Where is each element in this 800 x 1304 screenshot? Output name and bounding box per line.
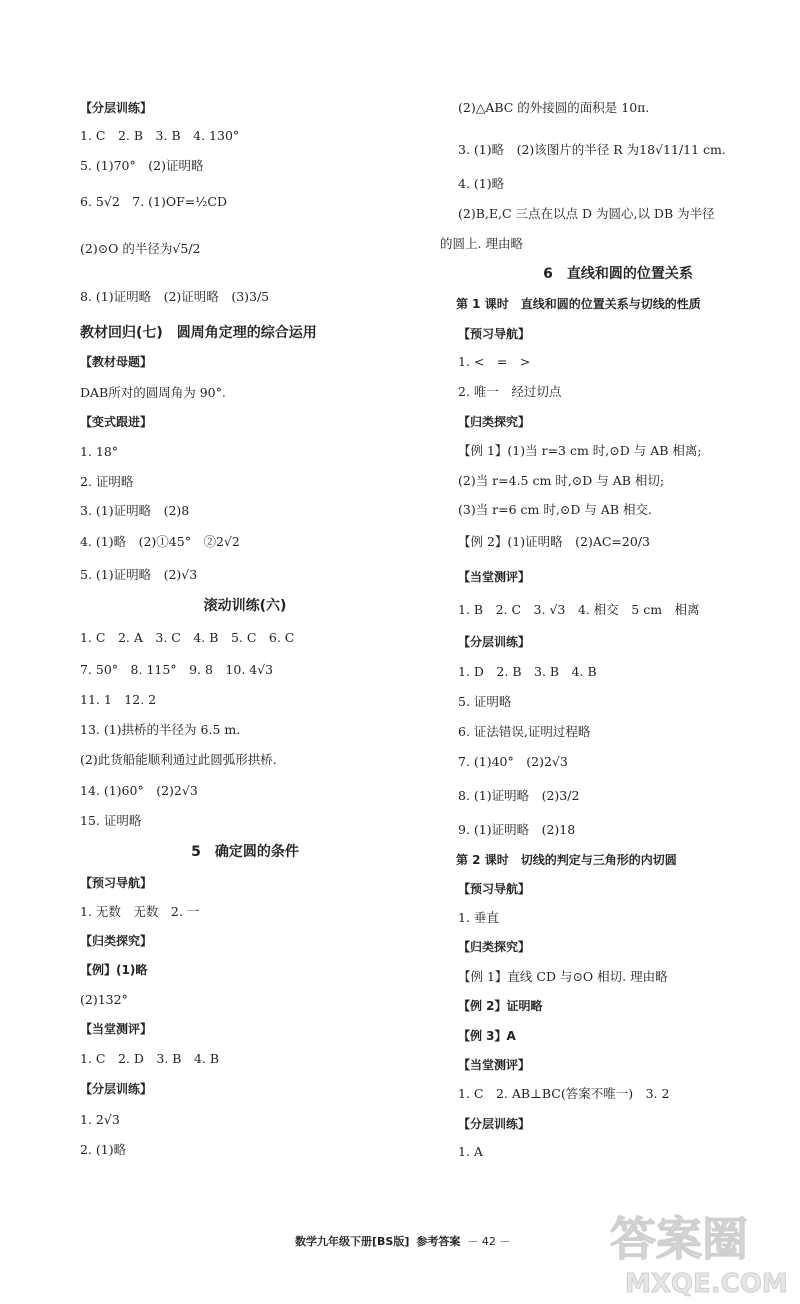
left-line-2: 5. (1)70° (2)证明略: [80, 158, 204, 173]
left-line-27: 【例】(1)略: [80, 963, 148, 977]
right-line-14: 【例 2】(1)证明略 (2)AC=20/3: [458, 534, 650, 549]
right-line-23: 9. (1)证明略 (2)18: [458, 822, 576, 837]
right-line-11: 【例 1】(1)当 r=3 cm 时,⊙D 与 AB 相离;: [458, 443, 702, 458]
left-line-12: 3. (1)证明略 (2)8: [80, 503, 190, 518]
right-line-31: 【当堂测评】: [458, 1058, 531, 1072]
left-line-29: 【当堂测评】: [80, 1022, 153, 1036]
right-line-15: 【当堂测评】: [458, 570, 531, 584]
left-line-28: (2)132°: [80, 992, 128, 1007]
right-line-34: 1. A: [458, 1144, 483, 1159]
left-line-14: 5. (1)证明略 (2)√3: [80, 567, 198, 582]
right-line-1: 3. (1)略 (2)该图片的半径 R 为18√11/11 cm.: [458, 142, 726, 157]
right-line-3: (2)B,E,C 三点在以点 D 为圆心,以 DB 为半径: [458, 206, 715, 221]
left-line-1: 1. C 2. B 3. B 4. 130°: [80, 128, 240, 143]
left-line-30: 1. C 2. D 3. B 4. B: [80, 1051, 220, 1066]
right-line-25: 【预习导航】: [458, 882, 531, 896]
left-line-4: (2)⊙O 的半径为√5/2: [80, 241, 201, 256]
right-line-4: 的圆上. 理由略: [440, 236, 523, 251]
left-line-0: 【分层训练】: [80, 101, 153, 115]
left-line-18: 11. 1 12. 2: [80, 692, 157, 707]
left-line-32: 1. 2√3: [80, 1112, 120, 1127]
left-line-11: 2. 证明略: [80, 474, 134, 489]
left-line-19: 13. (1)拱桥的半径为 6.5 m.: [80, 722, 241, 737]
left-line-26: 【归类探究】: [80, 934, 153, 948]
left-line-16: 1. C 2. A 3. C 4. B 5. C 6. C: [80, 630, 295, 645]
left-line-25: 1. 无数 无数 2. 一: [80, 904, 200, 919]
left-line-6: 教材回归(七) 圆周角定理的综合运用: [80, 325, 317, 341]
left-line-7: 【教材母题】: [80, 355, 153, 369]
left-line-24: 【预习导航】: [80, 876, 153, 890]
right-line-0: (2)△ABC 的外接圆的面积是 10π.: [458, 100, 650, 115]
left-line-20: (2)此货船能顺利通过此圆弧形拱桥.: [80, 752, 277, 767]
left-line-22: 15. 证明略: [80, 813, 142, 828]
right-line-30: 【例 3】A: [458, 1029, 516, 1043]
right-line-9: 2. 唯一 经过切点: [458, 384, 562, 399]
right-line-29: 【例 2】证明略: [458, 999, 543, 1013]
right-line-6: 第 1 课时 直线和圆的位置关系与切线的性质: [456, 297, 701, 311]
left-line-8: DAB所对的圆周角为 90°.: [80, 385, 226, 400]
right-line-8: 1. < = >: [458, 354, 531, 369]
left-line-5: 8. (1)证明略 (2)证明略 (3)3/5: [80, 289, 270, 304]
watermark-logo: [600, 1200, 790, 1300]
watermark-text: 答案圈: [610, 1212, 748, 1266]
right-line-19: 5. 证明略: [458, 694, 512, 709]
right-line-17: 【分层训练】: [458, 635, 531, 649]
footer-label: 参考答案: [416, 1235, 461, 1248]
right-line-16: 1. B 2. C 3. √3 4. 相交 5 cm 相离: [458, 602, 700, 617]
page-footer: [295, 1233, 510, 1249]
right-line-20: 6. 证法错误,证明过程略: [458, 724, 591, 739]
right-line-12: (2)当 r=4.5 cm 时,⊙D 与 AB 相切;: [458, 473, 665, 488]
left-line-9: 【变式跟进】: [80, 415, 153, 429]
right-line-27: 【归类探究】: [458, 940, 531, 954]
right-line-13: (3)当 r=6 cm 时,⊙D 与 AB 相交.: [458, 502, 652, 517]
left-line-33: 2. (1)略: [80, 1142, 127, 1157]
left-line-10: 1. 18°: [80, 444, 119, 459]
right-line-26: 1. 垂直: [458, 910, 499, 925]
right-line-7: 【预习导航】: [458, 327, 531, 341]
right-line-18: 1. D 2. B 3. B 4. B: [458, 664, 597, 679]
right-line-2: 4. (1)略: [458, 176, 505, 191]
left-line-17: 7. 50° 8. 115° 9. 8 10. 4√3: [80, 662, 274, 677]
right-line-22: 8. (1)证明略 (2)3/2: [458, 788, 580, 803]
left-line-31: 【分层训练】: [80, 1082, 153, 1096]
left-line-15: 滚动训练(六): [203, 598, 287, 614]
right-line-24: 第 2 课时 切线的判定与三角形的内切圆: [456, 853, 677, 867]
left-line-13: 4. (1)略 (2)①45° ②2√2: [80, 534, 240, 549]
right-line-21: 7. (1)40° (2)2√3: [458, 754, 568, 769]
footer-page-number: － 42 －: [467, 1235, 511, 1248]
right-line-28: 【例 1】直线 CD 与⊙O 相切. 理由略: [458, 969, 668, 984]
left-line-21: 14. (1)60° (2)2√3: [80, 783, 198, 798]
footer-subject: 数学九年级下册[BS版]: [295, 1235, 410, 1248]
right-line-32: 1. C 2. AB⊥BC(答案不唯一) 3. 2: [458, 1086, 670, 1101]
left-line-23: 5 确定圆的条件: [191, 844, 299, 860]
right-line-33: 【分层训练】: [458, 1117, 531, 1131]
left-line-3: 6. 5√2 7. (1)OF=½CD: [80, 194, 227, 209]
watermark-url: MXQE.COM: [625, 1269, 788, 1299]
right-line-5: 6 直线和圆的位置关系: [543, 266, 693, 282]
right-line-10: 【归类探究】: [458, 415, 531, 429]
